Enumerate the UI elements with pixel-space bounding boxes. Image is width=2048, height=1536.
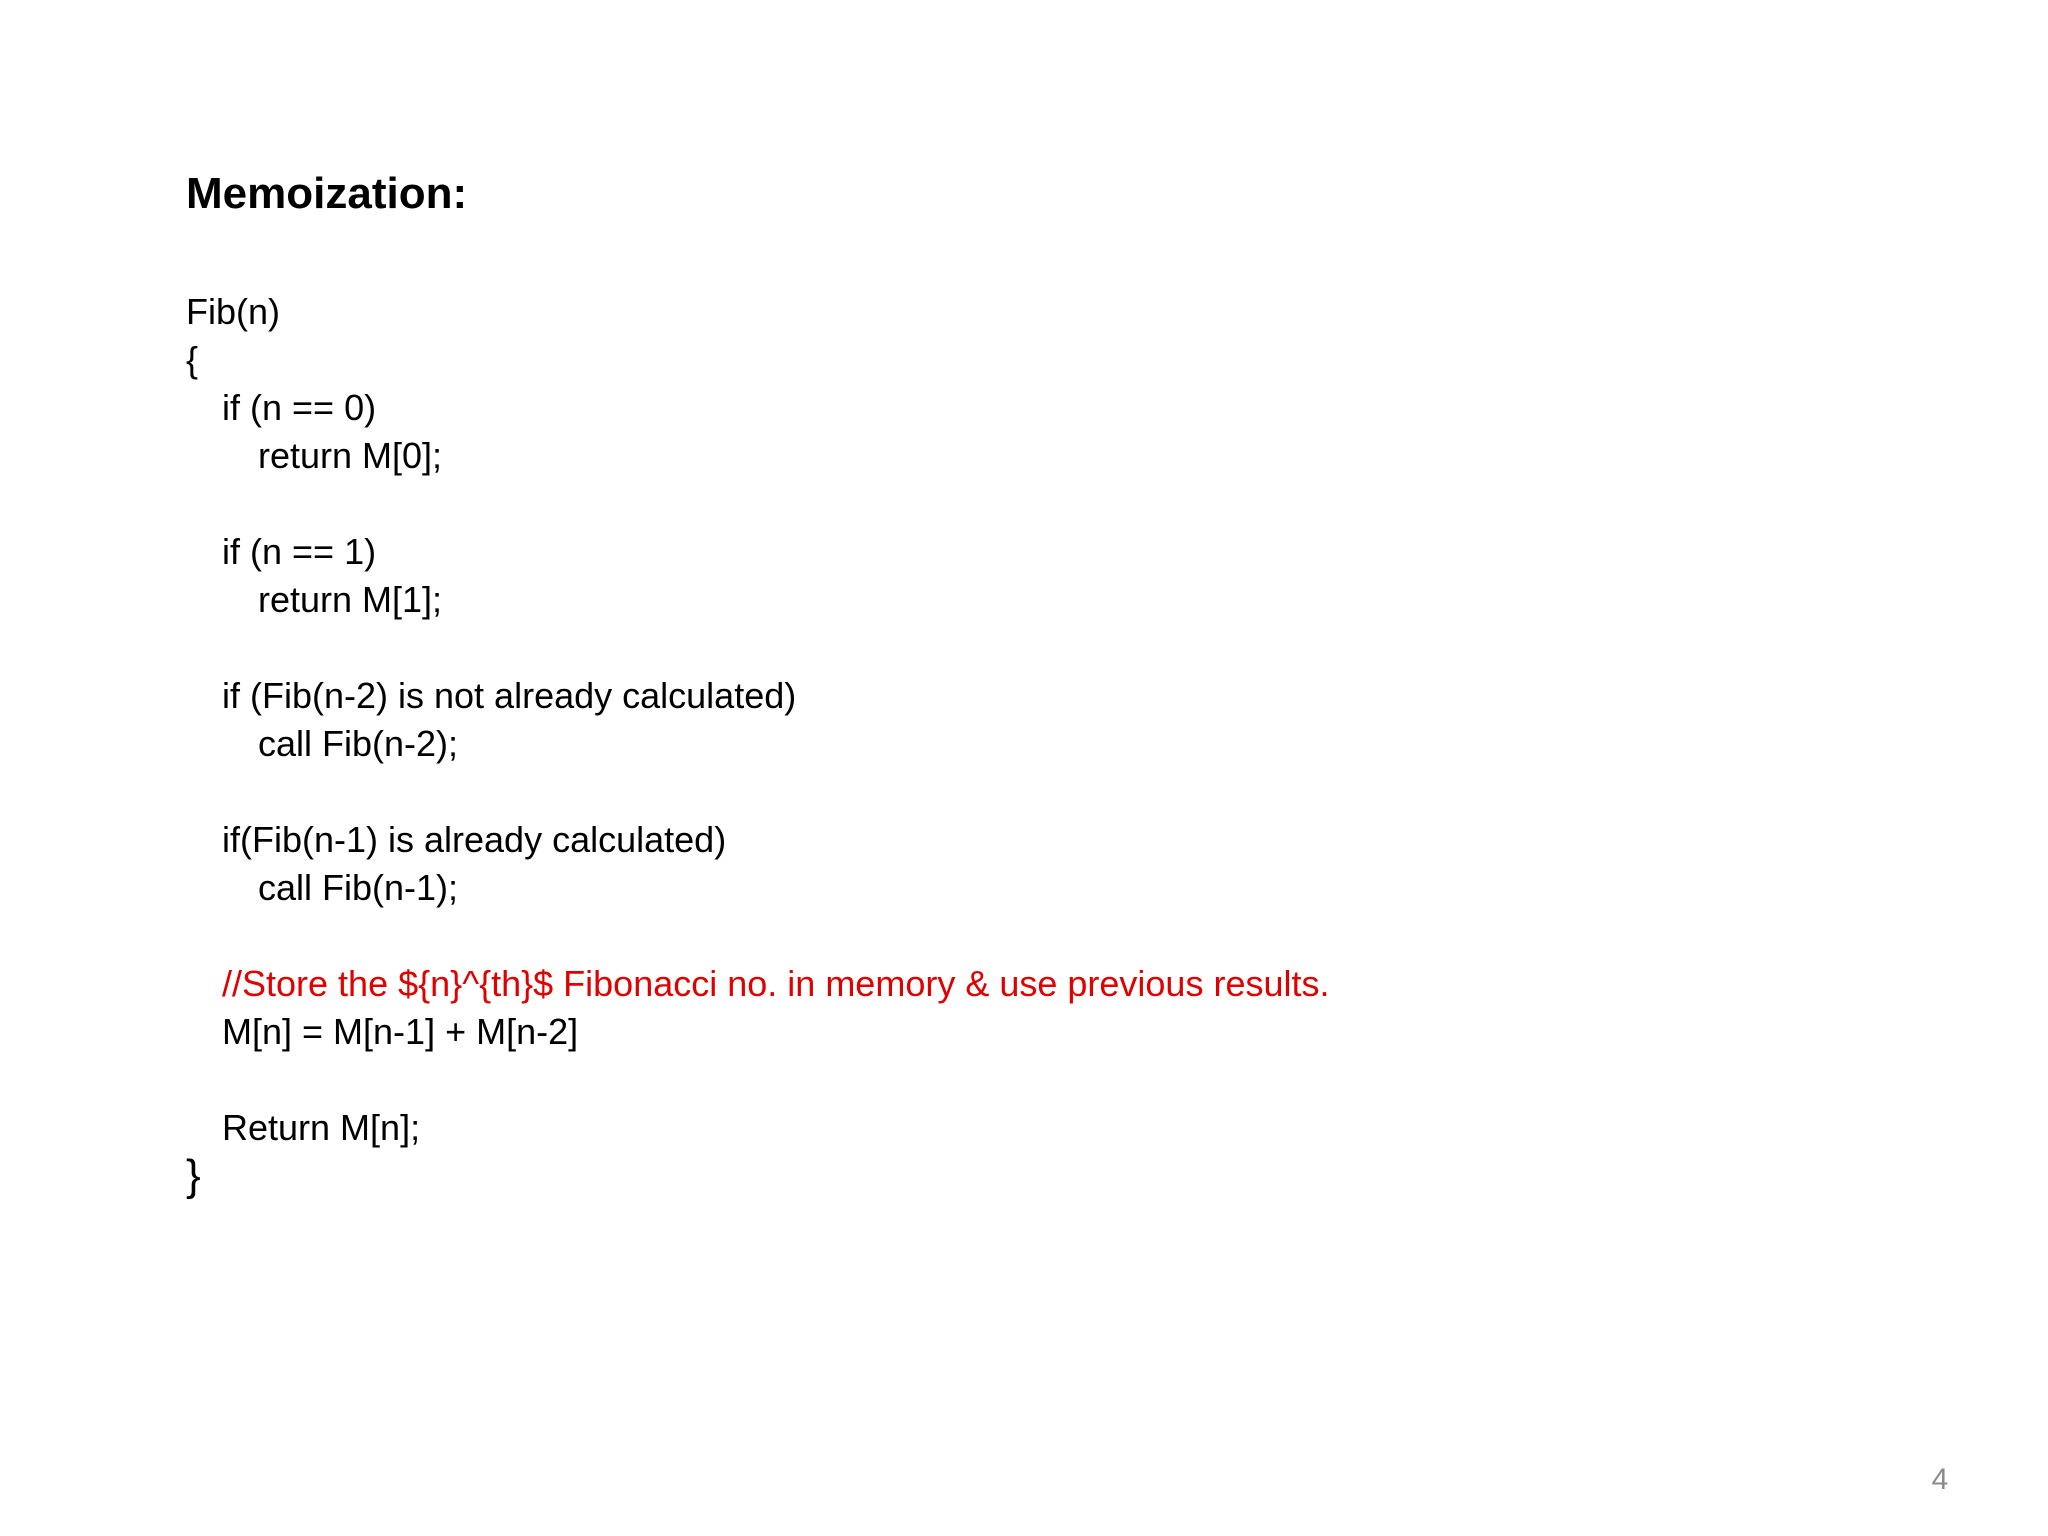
- code-line-close-brace: }: [186, 1151, 201, 1200]
- code-blank-line: [186, 480, 1330, 528]
- code-line-signature: Fib(n): [186, 291, 281, 332]
- code-line-assignment: M[n] = M[n-1] + M[n-2]: [222, 1011, 579, 1052]
- code-line-call-fib-n1: call Fib(n-1);: [258, 867, 459, 908]
- slide-title: Memoization:: [186, 169, 468, 218]
- code-line-if-fib-n1: if(Fib(n-1) is already calculated): [222, 819, 727, 860]
- code-line-return-n: Return M[n];: [222, 1107, 421, 1148]
- code-blank-line: [186, 624, 1330, 672]
- code-blank-line: [186, 912, 1330, 960]
- page-number: 4: [1931, 1463, 1949, 1496]
- code-line-open-brace: {: [186, 339, 199, 380]
- code-line-return-zero: return M[0];: [258, 435, 443, 476]
- code-line-if-zero: if (n == 0): [222, 387, 377, 428]
- code-blank-line: [186, 1056, 1330, 1104]
- code-line-return-one: return M[1];: [258, 579, 443, 620]
- code-line-if-one: if (n == 1): [222, 531, 377, 572]
- code-blank-line: [186, 768, 1330, 816]
- code-line-if-fib-n2: if (Fib(n-2) is not already calculated): [222, 675, 797, 716]
- code-line-call-fib-n2: call Fib(n-2);: [258, 723, 459, 764]
- pseudocode-block: [186, 288, 1330, 1200]
- code-comment: //Store the ${n}^{th}$ Fibonacci no. in memory & use previous results.: [222, 963, 1330, 1004]
